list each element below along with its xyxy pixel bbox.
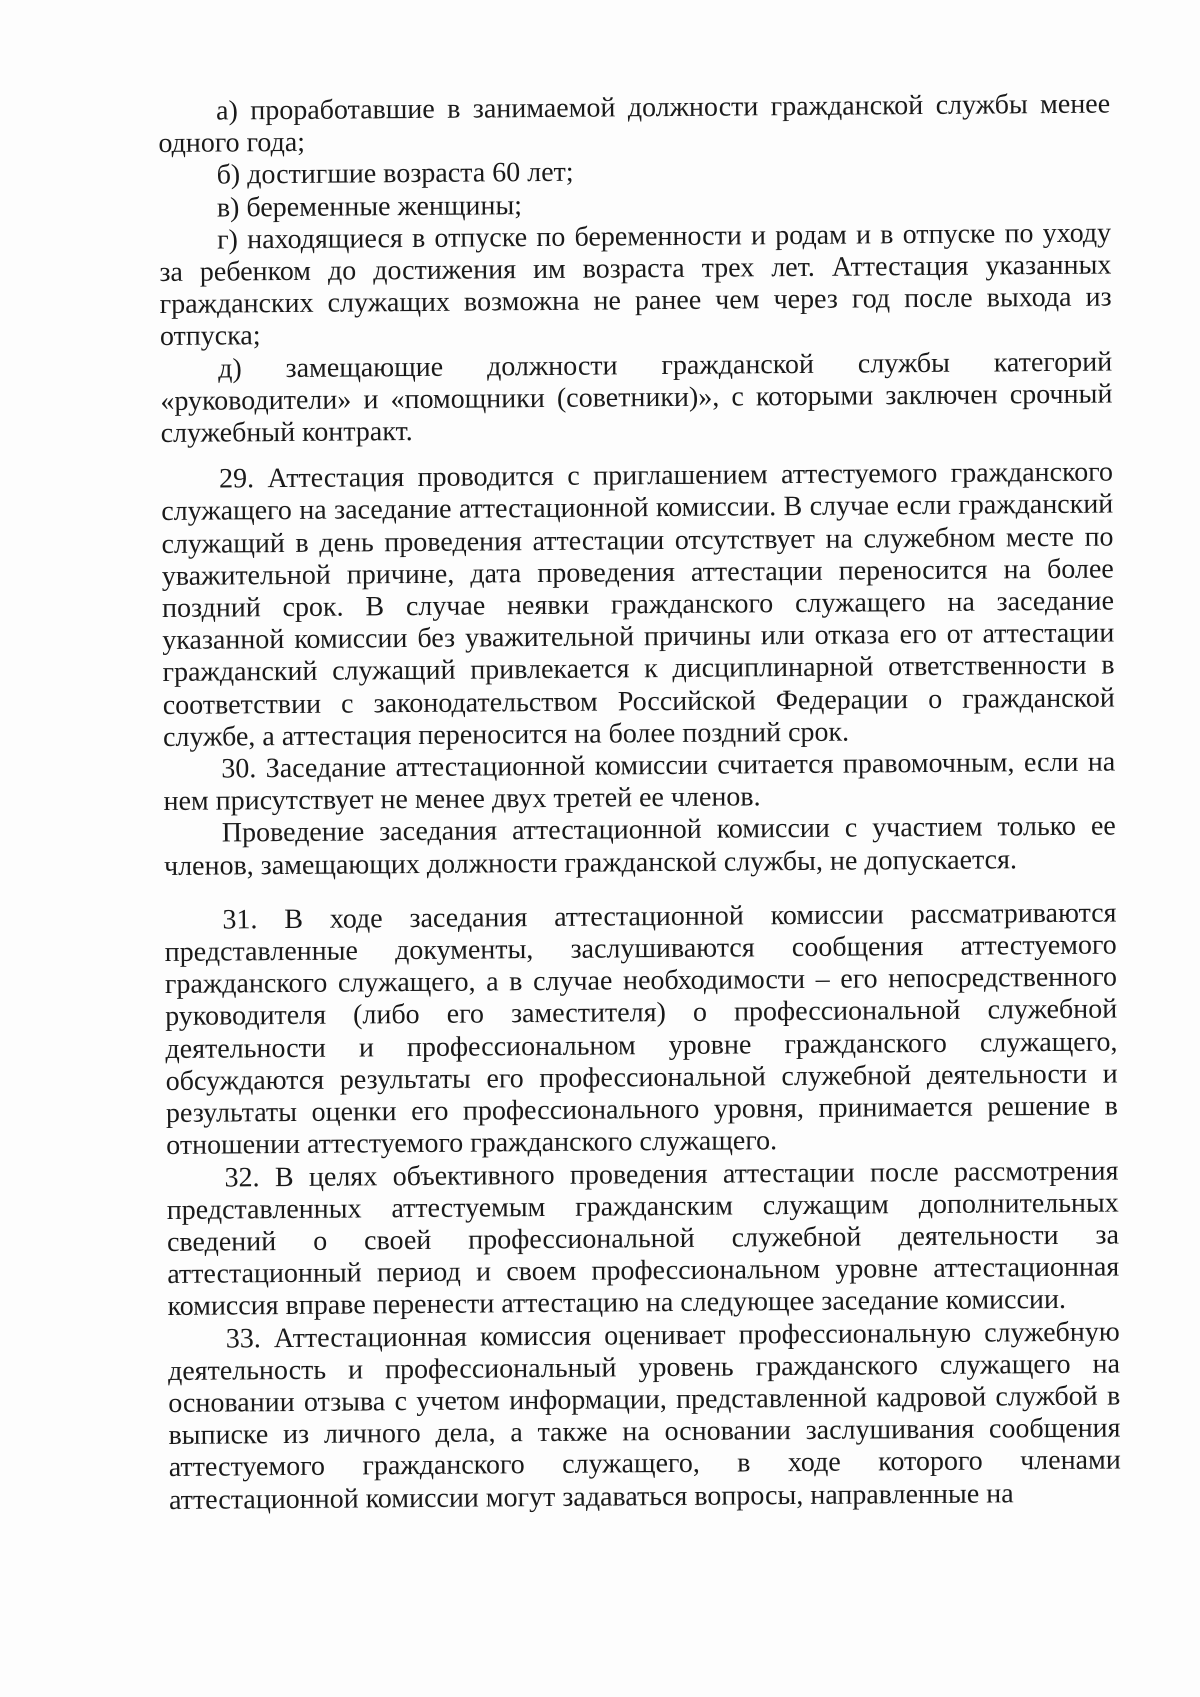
document-body [158,89,1121,1517]
list-item-b: б) достигшие возраста 60 лет; [216,157,574,191]
paragraph-32: 32. В целях объективного проведения аттестации после рассмотрения представленных аттестуемым гражданским служащим дополнительных сведений о своей профессиональной служебной деятельности за аттестационный период и своем профессиональном уровне аттестационная комиссия вправе перенести аттестацию на следующее заседание комиссии. [166,1154,1120,1323]
paragraph-30-continued: Проведение заседания аттестационной комиссии с участием только ее членов, замещающих должности гражданской службы, не допускается. [163,810,1116,882]
list-item-a: а) проработавшие в занимаемой должности гражданской службы менее одного года; [158,88,1111,160]
paragraph-31: 31. В ходе заседания аттестационной комиссии рассматриваются представленные документы, заслушиваются сообщения аттестуемого гражданского служащего, а в случае необходимости – его непосредственного руководителя (либо его заместителя) о профессиональной служебной деятельности и профессиональном уровне гражданского служащего, обсуждаются результаты его профессиональной служебной деятельности и результаты оценки его профессионального уровня, принимается решение в отношении аттестуемого гражданского служащего. [164,897,1119,1162]
list-item-v: в) беременные женщины; [216,189,523,224]
list-item-g: г) находящиеся в отпуске по беременности и родам и в отпуске по уходу за ребенком до достижения им возраста трех лет. Аттестация указанных гражданских служащих возможна не ранее чем через год после выхода из отпуска; [159,217,1112,353]
paragraph-33: 33. Аттестационная комиссия оценивает профессиональную служебную деятельность и профессиональный уровень гражданского служащего на основании отзыва с учетом информации, представленной кадровой службой в выписке из личного дела, а также на основании заслушивания сообщения аттестуемого гражданского служащего, в ходе которого членами аттестационной комиссии могут задаваться вопросы, направленные на [167,1316,1121,1516]
list-item-d: д) замещающие должности гражданской службы категорий «руководители» и «помощники (советники)», с которыми заключен срочный служебный контракт. [160,346,1113,450]
paragraph-29: 29. Аттестация проводится с приглашением аттестуемого гражданского служащего на заседание аттестационной комиссии. В случае если гражданский служащий в день проведения аттестации отсутствует на служебном месте по уважительной причине, дата проведения аттестации переносится на более поздний срок. В случае неявки гражданского служащего на заседание указанной комиссии без уважительной причины или отказа его от аттестации гражданский служащий привлекается к дисциплинарной ответственности в соответствии с законодательством Российской Федерации о гражданской службе, а аттестация переносится на более поздний срок. [161,456,1115,753]
paragraph-30: 30. Заседание аттестационной комиссии считается правомочным, если на нем присутствует не менее двух третей ее членов. [163,746,1116,818]
